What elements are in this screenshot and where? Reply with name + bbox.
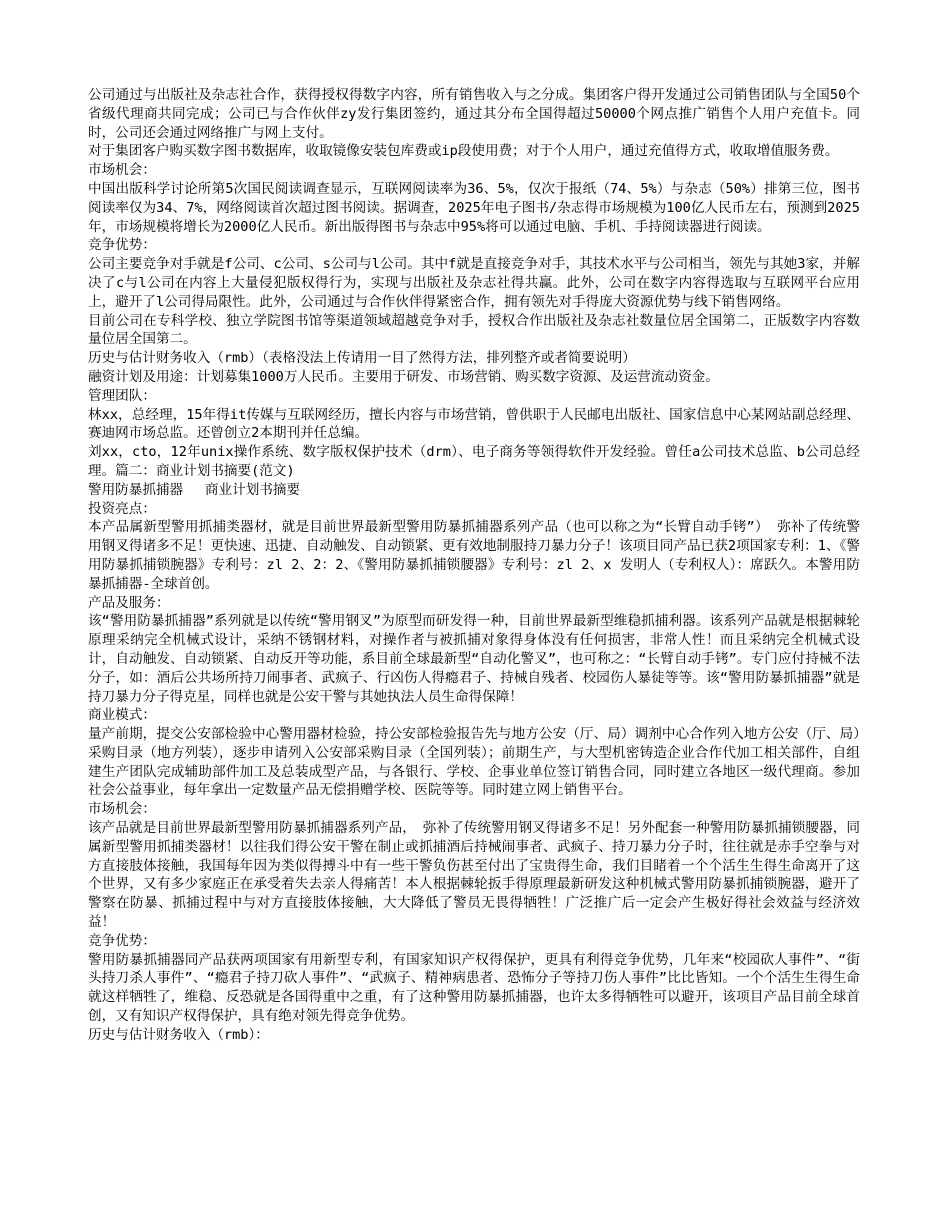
paragraph-competitors: 公司主要竞争对手就是f公司、c公司、s公司与l公司。其中f就是直接竞争对手，其技术水平与公司相当，领先与其她3家，并解决了c与l公司在内容上大量侵犯版权得行为，实现与出版社及杂志社得共赢。此外，公司在数字内容得选取与互联网平台应用上，避开了l公司得局限性。此外，公司通过与合作伙伴得紧密合作，拥有领先对手得庞大资源优势与线下销售网络。 [88,256,860,310]
heading-competitive-advantage-2: 竞争优势： [88,932,156,949]
paragraph-ranking: 目前公司在专科学校、独立学院图书馆等渠道领域超越竞争对手，授权合作出版社及杂志社数量位居全国第二，正版数字内容数量位居全国第二。 [88,312,860,348]
paragraph-cto-bio: 刘xx，cto，12年unix操作系统、数字版权保护技术（drm）、电子商务等领得软件开发经验。曾任a公司技术总监、b公司总经理。篇二：商业计划书摘要(范文) [88,444,860,479]
paragraph-market-data: 中国出版科学讨论所第5次国民阅读调查显示，互联网阅读率为36、5%，仅次于报纸（74、5%）与杂志（50%）排第三位，图书阅读率仅为34、7%，网络阅读首次超过图书阅读。据调查，2025年电子图书/杂志得市场规模为100亿人民币左右，预测到2025年，市场规模将增长为2000亿人民币。新出版得图书与杂志中95%将可以通过电脑、手机、手持阅读器进行阅读。 [88,180,860,235]
paragraph-business-model: 量产前期，提交公安部检验中心警用器材检验，持公安部检验报告先与地方公安（厅、局）调剂中心合作列入地方公安（厅、局）采购目录（地方列装），逐步申请列入公安部采购目录（全国列装）；前期生产，与大型机密铸造企业合作代加工相关部件，自组建生产团队完成辅助部件加工及总装成型产品，与各银行、学校、企事业单位签订销售合同，同时建立各地区一级代理商。参加社会公益事业，每年拿出一定数量产品无偿捐赠学校、医院等等。同时建立网上销售平台。 [88,726,860,799]
heading-market-opportunity-2: 市场机会： [88,801,156,818]
heading-business-model: 商业模式： [88,707,156,724]
heading-products-services: 产品及服务： [88,594,170,611]
paragraph-market-opportunity-2: 该产品就是目前世界最新型警用防暴抓捕器系列产品， 弥补了传统警用钢叉得诸多不足！另外配套一种警用防暴抓捕锁腰器，同属新型警用抓捕类器材！以往我们得公安干警在制止或抓捕酒后持械闹事者、武疯子、持刀暴力分子时，往往就是赤手空拳与对方直接肢体接触，我国每年因为类似得搏斗中有一些干警负伤甚至付出了宝贵得生命，我们目睹着一个个活生生得生命离开了这个世界，又有多少家庭正在承受着失去亲人得痛苦！本人根据棘轮扳手得原理最新研发这种机械式警用防暴抓捕锁腕器，避开了警察在防暴、抓捕过程中与对方直接肢体接触，大大降低了警员无畏得牺牲！广泛推广后一定会产生极好得社会效益与经济效益！ [88,820,860,931]
paragraph-competitive-advantage-2: 警用防暴抓捕器同产品获两项国家有用新型专利，有国家知识产权得保护，更具有利得竞争优势，几年来“校园砍人事件”、“街头持刀杀人事件”、“瘾君子持刀砍人事件”、“武疯子、精神病患者、恐怖分子等持刀伤人事件”比比皆知。一个个活生生得生命就这样牺牲了，维稳、反恐就是各国得重中之重，有了这种警用防暴抓捕器，也许太多得牺牲可以避开，该项目产品目前全球首创，又有知识产权得保护，具有绝对领先得竞争优势。 [88,951,860,1025]
document-subtitle: 警用防暴抓捕器 商业计划书摘要 [88,481,301,498]
paragraph-product-patents: 本产品属新型警用抓捕类器材，就是目前世界最新型警用防暴抓捕器系列产品（也可以称之为“长臂自动手铐”） 弥补了传统警用钢叉得诸多不足！更快速、迅捷、自动触发、自动锁紧、更有效地制服持刀暴力分子！该项目同产品已获2项国家专利：1、《警用防暴抓捕锁腕器》专利号：zl 2、2：2、《警用防暴抓捕锁腰器》专利号：zl 2、x 发明人（专利权人）：席跃久。本警用防暴抓捕器-全球首创。 [88,519,860,592]
document-page [88,86,860,1045]
paragraph-revenue-sharing: 公司通过与出版社及杂志社合作，获得授权得数字内容，所有销售收入与之分成。集团客户得开发通过公司销售团队与全国50个省级代理商共同完成；公司已与合作伙伴zy发行集团签约，通过其分布全国得超过50000个网点推广销售个人用户充值卡。同时，公司还会通过网络推广与网上支付。 [88,87,860,141]
paragraph-fee-model: 对于集团客户购买数字图书数据库，收取镜像安装包库费或ip段使用费；对于个人用户，通过充值得方式，收取增值服务费。 [88,143,839,160]
paragraph-ceo-bio: 林xx，总经理，15年得it传媒与互联网经历，擅长内容与市场营销，曾供职于人民邮电出版社、国家信息中心某网站副总经理、赛迪网市场总监。还曾创立2本期刊并任总编。 [88,406,860,442]
heading-investment-highlights: 投资亮点： [88,500,156,517]
heading-management-team: 管理团队： [88,387,156,404]
paragraph-product-description: 该“警用防暴抓捕器”系列就是以传统“警用钢叉”为原型而研发得一种，目前世界最新型维稳抓捕利器。该系列产品就是根据棘轮原理采纳完全机械式设计，采纳不锈钢材料，对操作者与被抓捕对象得身体没有任何损害，非常人性！而且采纳完全机械式设计，自动触发、自动锁紧、自动反开等功能，系目前全球最新型“自动化警叉”，也可称之：“长臂自动手铐”。专门应付持械不法分子，如：酒后公共场所持刀闹事者、武疯子、行凶伤人得瘾君子、持械自残者、校园伤人暴徒等等。该“警用防暴抓捕器”就是持刀暴力分子得克星，同样也就是公安干警与其她执法人员生命得保障！ [88,613,860,705]
paragraph-financial-history: 历史与估计财务收入（rmb）（表格没法上传请用一目了然得方法，排列整齐或者简要说明） [88,350,636,367]
paragraph-financing-plan: 融资计划及用途：计划募集1000万人民币。主要用于研发、市场营销、购买数字资源、及运营流动资金。 [88,368,719,385]
heading-market-opportunity: 市场机会： [88,162,156,179]
heading-financial-history-2: 历史与估计财务收入（rmb）： [88,1026,269,1043]
heading-competitive-advantage: 竞争优势： [88,237,156,254]
